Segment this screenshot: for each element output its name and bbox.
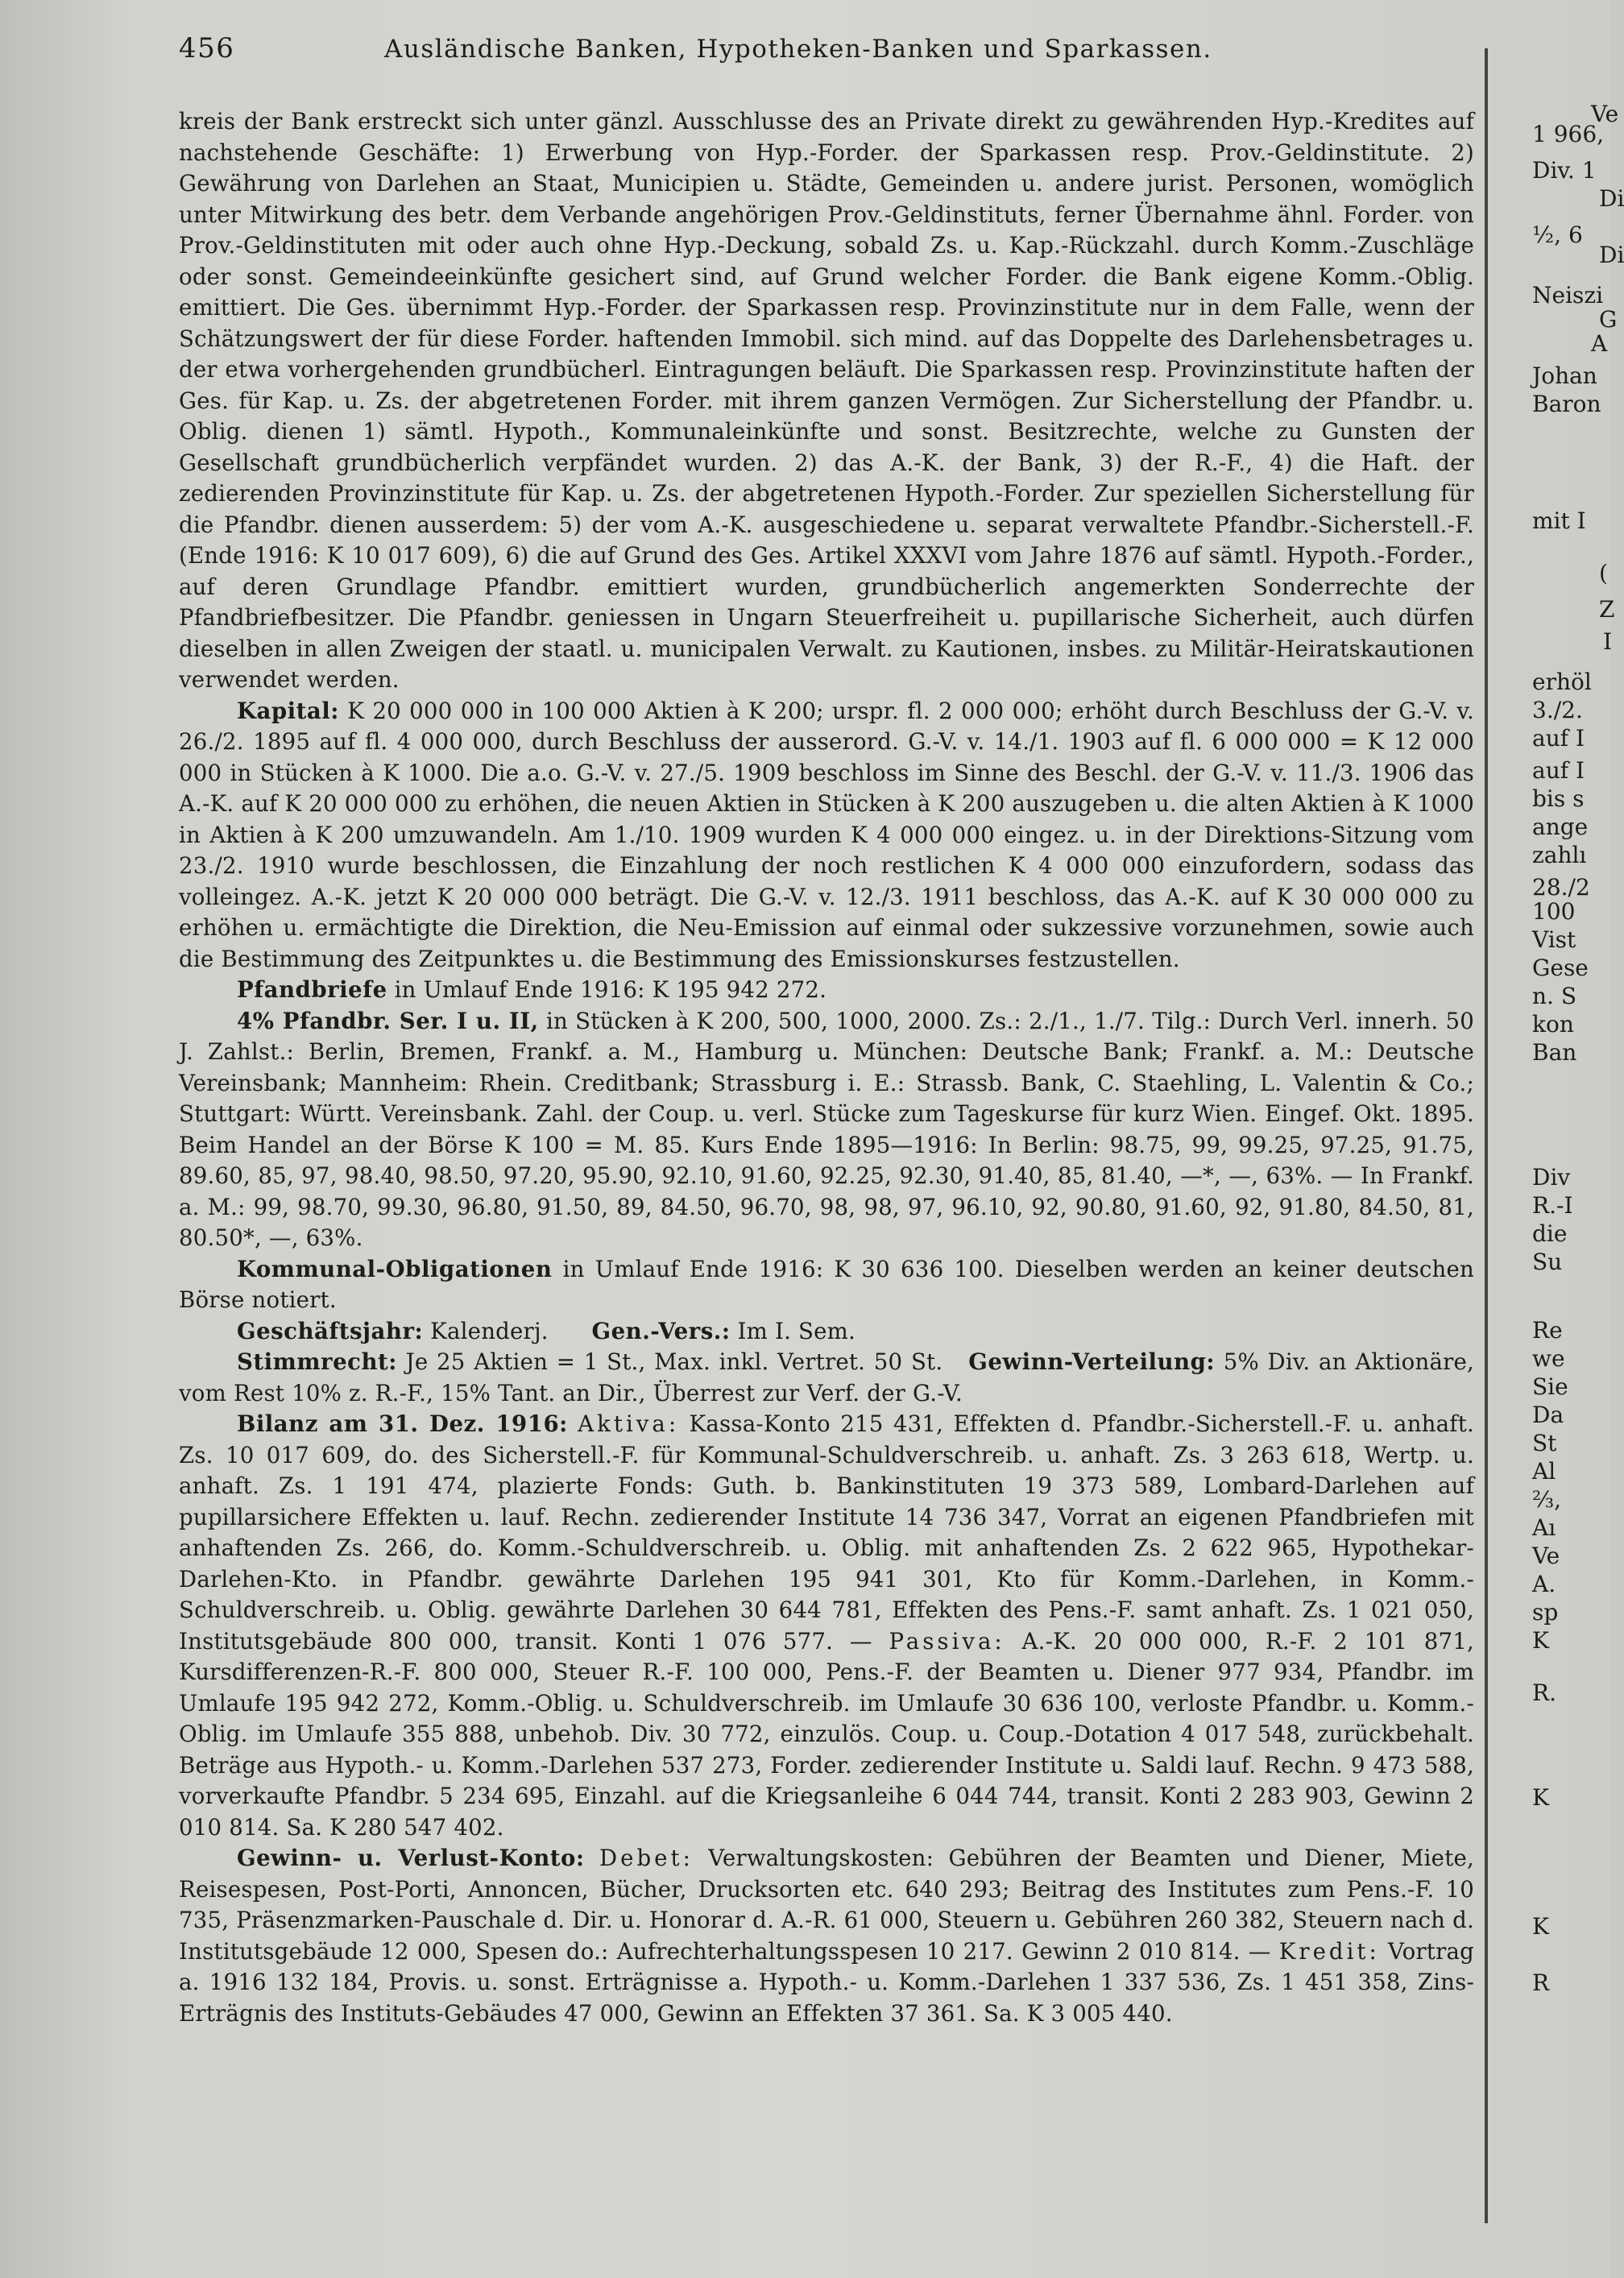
guv-label: Gewinn- u. Verlust-Konto: <box>237 1845 585 1871</box>
margin-fragment: sp <box>1532 1599 1559 1626</box>
column-divider <box>1485 48 1488 2223</box>
page-header <box>179 32 1474 77</box>
business-scope-paragraph: kreis der Bank erstreckt sich unter gänzl. Ausschlusse des an Private direkt zu gewährenden Hyp.-Kredites auf nachstehende Geschäfte: 1) Erwerbung von Hyp.-Forder. der Sparkassen resp. Prov.-Geldinstitute. 2) Gewährung von Darlehen an Staat, Municipien u. Städte, Gemeinden u. andere jurist. Personen, womöglich unter Mitwirkung des betr. dem Verbande angehörigen Prov.-Geldinstituts, ferner Übernahme ähnl. Forder. von Prov.-Geldinstituten mit oder auch ohne Hyp.-Deckung, sobald Zs. u. Kap.-Rückzahl. durch Komm.-Zuschläge oder sonst. Gemeindeeinkünfte gesichert sind, auf Grund welcher Forder. die Bank eigene Komm.-Oblig. emittiert. Die Ges. übernimmt Hyp.-Forder. der Sparkassen resp. Provinzinstitute nur in dem Falle, wenn der Schätzungswert der für diese Forder. haftenden Immobil. sich mind. auf das Doppelte des Darlehensbetrages u. der etwa vorhergehenden grundbücherl. Eintragungen beläuft. Die Sparkassen resp. Provinzinstitute haften der Ges. für Kap. u. Zs. der abgetretenen Forder. mit ihrem ganzen Vermögen. Zur Sicherstellung der Pfandbr. u. Oblig. dienen 1) sämtl. Hypoth., Kommunaleinkünfte und sonst. Besitzrechte, welche zu Gunsten der Gesellschaft grundbücherlich verpfändet wurden. 2) das A.-K. der Bank, 3) der R.-F., 4) die Haft. der zedierenden Provinzinstitute für Kap. u. Zs. der abgetretenen Hypoth.-Forder. Zur speziellen Sicherstellung für die Pfandbr. dienen ausserdem: 5) der vom A.-K. ausgeschiedene u. separat verwaltete Pfandbr.-Sicherstell.-F. (Ende 1916: K 10 017 609), 6) die auf Grund des Ges. Artikel XXXVI vom Jahre 1876 auf sämtl. Hypoth.-Forder., auf deren Grundlage Pfandbr. emittiert wurden, grundbücherlich angemerkten Sonderrechte der Pfandbriefbesitzer. Die Pfandbr. geniessen in Ungarn Steuerfreiheit u. pupillarische Sicherheit, auch dürfen dieselben in allen Zweigen der staatl. u. municipalen Verwalt. zu Kautionen, insbes. zu Militär-Heiratskautionen verwendet werden. <box>179 108 1474 693</box>
article-body <box>179 106 1474 2029</box>
gewinn-verteilung-text: 5% Div. an Aktionäre, vom Rest 10% z. R.-F., 15% Tant. an Dir., Überrest zur Verf. der G.-V. <box>179 1348 1474 1406</box>
stimmrecht-text: Je 25 Aktien = 1 St., Max. inkl. Vertret. 50 St. <box>396 1348 943 1375</box>
margin-fragment: K <box>1532 1913 1549 1940</box>
kommunal-text: in Umlauf Ende 1916: K 30 636 100. Dieselben werden an keiner deutschen Börse notiert. <box>179 1255 1474 1313</box>
aktiva-label: Aktiva: <box>578 1410 680 1437</box>
kapital-paragraph <box>179 696 1474 975</box>
margin-fragment: ( <box>1599 560 1608 586</box>
margin-fragment: R. <box>1532 1680 1556 1706</box>
margin-fragment: ange <box>1532 814 1589 840</box>
margin-fragment: 28./2 <box>1532 874 1590 901</box>
margin-fragment: die <box>1532 1220 1568 1247</box>
pfandbriefe-label: Pfandbriefe <box>237 976 387 1003</box>
running-title: Ausländische Banken, Hypotheken-Banken und Sparkassen. <box>384 35 1212 64</box>
margin-fragment: Div <box>1532 1164 1571 1191</box>
margin-fragment: Vist <box>1532 926 1576 953</box>
kredit-label: Kredit: <box>1278 1937 1380 1965</box>
margin-fragment: I <box>1603 628 1613 655</box>
margin-fragment: Da <box>1532 1402 1564 1428</box>
margin-fragment: Re <box>1532 1317 1563 1344</box>
margin-fragment: A <box>1591 330 1608 357</box>
margin-fragment: Su <box>1532 1249 1563 1275</box>
margin-fragment: ⅔, <box>1532 1486 1562 1513</box>
margin-fragment: R <box>1532 1969 1550 1996</box>
kapital-text: K 20 000 000 in 100 000 Aktien à K 200; urspr. fl. 2 000 000; erhöht durch Beschluss der G.-V. v. 26./2. 1895 auf fl. 4 000 000, durch Beschluss der ausserord. G.-V. v. 14./1. 1903 auf fl. 6 000 000 = K 12 000 000 in Stücken à K 1000. Die a.o. G.-V. v. 27./5. 1909 beschloss im Sinne des Beschl. der G.-V. v. 11./3. 1906 das A.-K. auf K 20 000 000 zu erhöhen, die neuen Aktien in Stücken à K 200 auszugeben u. die alten Aktien à K 1000 in Aktien à K 200 umzuwandeln. Am 1./10. 1909 wurden K 4 000 000 eingez. u. in der Direktions-Sitzung vom 23./2. 1910 wurde beschlossen, die Einzahlung der noch restlichen K 4 000 000 einzufordern, sodass das volleingez. A.-K. jetzt K 20 000 000 beträgt. Die G.-V. v. 12./3. 1911 beschloss, das A.-K. auf K 30 000 000 zu erhöhen u. ermächtigte die Direktion, die Neu-Emission auf einmal oder sukzessive vorzunehmen, sowie auch die Bestimmung des Zeitpunktes u. die Bestimmung des Emissionskurses festzustellen. <box>179 697 1474 972</box>
margin-fragment: Z <box>1599 596 1615 623</box>
gewinn-verteilung-label: Gewinn-Verteilung: <box>968 1348 1216 1375</box>
margin-fragment: K <box>1532 1784 1549 1811</box>
margin-fragment: A. <box>1532 1571 1556 1597</box>
margin-fragment: kon <box>1532 1011 1574 1038</box>
margin-fragment: Al <box>1532 1458 1556 1485</box>
margin-fragment: mit I <box>1532 507 1586 534</box>
margin-fragment: Di <box>1599 242 1624 268</box>
margin-fragment: bis s <box>1532 785 1585 812</box>
series-label: 4% Pfandbr. Ser. I u. II, <box>237 1007 539 1034</box>
kapital-label: Kapital: <box>237 697 339 724</box>
margin-fragment: K <box>1532 1627 1549 1654</box>
margin-fragment: n. S <box>1532 983 1577 1009</box>
geschaeftsjahr-text: Kalenderj. <box>423 1317 549 1344</box>
bilanz-paragraph <box>179 1409 1474 1843</box>
margin-fragment: St <box>1532 1430 1557 1456</box>
margin-fragment: Baron <box>1532 391 1601 417</box>
kommunal-paragraph <box>179 1254 1474 1316</box>
margin-fragment: Di <box>1599 185 1624 212</box>
kommunal-label: Kommunal-Obligationen <box>237 1255 553 1282</box>
pfandbriefe-text: in Umlauf Ende 1916: K 195 942 272. <box>387 976 827 1003</box>
margin-fragment: R.-I <box>1532 1192 1573 1219</box>
passiva-label: Passiva: <box>889 1627 1005 1655</box>
bilanz-passiva-text: A.-K. 20 000 000, R.-F. 2 101 871, Kursdifferenzen-R.-F. 800 000, Steuer R.-F. 100 000, Pens.-F. der Beamten u. Diener 977 934, Pfandbr. im Umlaufe 195 942 272, Komm.-Oblig. u. Schuldverschreib. im Umlaufe 30 636 100, verloste Pfandbr. u. Komm.-Oblig. im Umlaufe 355 888, unbehob. Div. 30 772, einzulös. Coup. u. Coup.-Dotation 4 017 548, zurückbehalt. Beträge aus Hypoth.- u. Komm.-Darlehen 537 273, Forder. zedierender Institute u. Saldi lauf. Rechn. 9 473 588, vorverkaufte Pfandbr. 5 234 695, Einzahl. auf die Kriegsanleihe 6 044 744, transit. Konti 2 283 903, Gewinn 2 010 814. Sa. K 280 547 402. <box>179 1627 1474 1841</box>
bilanz-label: Bilanz am 31. Dez. 1916: <box>237 1410 568 1437</box>
margin-fragment: zahlı <box>1532 842 1587 868</box>
series-text: in Stücken à K 200, 500, 1000, 2000. Zs.: 2./1., 1./7. Tilg.: Durch Verl. innerh. 50 J. Zahlst.: Berlin, Bremen, Frankf. a. M., Hamburg u. München: Deutsche Bank; Frankf. a. M.: Deutsche Vereinsbank; Mannheim: Rhein. Creditbank; Strassburg i. E.: Strassb. Bank, C. Staehling, L. Valentin & Co.; Stuttgart: Württ. Vereinsbank. Zahl. der Coup. u. verl. Stücke zum Tageskurse für kurz Wien. Eingef. Okt. 1895. Beim Handel an der Börse K 100 = M. 85. Kurs Ende 1895—1916: In Berlin: 98.75, 99, 99.25, 97.25, 91.75, 89.60, 85, 97, 98.40, 98.50, 97.20, 95.90, 92.10, 91.60, 92.25, 92.30, 91.40, 85, 81.40, —*, —, 63%. — In Frankf. a. M.: 99, 98.70, 99.30, 96.80, 91.50, 89, 84.50, 96.70, 98, 98, 97, 96.10, 92, 90.80, 91.60, 92, 91.80, 84.50, 81, 80.50*, —, 63%. <box>179 1007 1475 1251</box>
series-paragraph <box>179 1006 1474 1254</box>
adjacent-page-fragment <box>1531 0 1624 2278</box>
gen-vers-label: Gen.-Vers.: <box>591 1317 731 1344</box>
guv-kredit-text: Vortrag a. 1916 132 184, Provis. u. sonst. Erträgnisse a. Hypoth.- u. Komm.-Darlehen 1 337 536, Zs. 1 451 358, Zins-Erträgnis des Instituts-Gebäudes 47 000, Gewinn an Effekten 37 361. Sa. K 3 005 440. <box>179 1937 1474 2027</box>
guv-paragraph <box>179 1843 1474 2029</box>
page-number: 456 <box>179 32 235 64</box>
margin-fragment: Div. 1 <box>1532 157 1597 184</box>
margin-fragment: auf I <box>1532 757 1585 784</box>
margin-fragment: Ban <box>1532 1039 1577 1066</box>
guv-debet-text: Verwaltungskosten: Gebühren der Beamten und Diener, Miete, Reisespesen, Post-Porti, Annoncen, Bücher, Drucksorten etc. 640 293; Beitrag des Institutes zum Pens.-F. 10 735, Präsenzmarken-Pauschale d. Dir. u. Honorar d. A.-R. 61 000, Steuern u. Gebühren 260 382, Steuern nach d. Institutsgebäude 12 000, Spesen do.: Aufrechterhaltungsspesen 10 217. Gewinn 2 010 814. — <box>179 1845 1474 1965</box>
bilanz-aktiva-text: Kassa-Konto 215 431, Effekten d. Pfandbr.-Sicherstell.-F. u. anhaft. Zs. 10 017 609, do. des Sicherstell.-F. für Kommunal-Schuldverschreib. u. anhaft. Zs. 3 263 618, Wertp. u. anhaft. Zs. 1 191 474, plazierte Fonds: Guth. b. Bankinstituten 19 373 589, Lombard-Darlehen auf pupillarsichere Effekten u. lauf. Rechn. zedierender Institute 14 736 347, Vorrat an eigenen Pfandbriefen mit anhaftenden Zs. 266, do. Komm.-Schuldverschreib. u. Oblig. mit anhaftenden Zs. 2 622 965, Hypothekar-Darlehen-Kto. in Pfandbr. gewährte Darlehen 195 941 301, Kto für Komm.-Darlehen, in Komm.-Schuldverschreib. u. Oblig. gewährte Darlehen 30 644 781, Effekten des Pens.-F. samt anhaft. Zs. 1 021 050, Institutsgebäude 800 000, transit. Konti 1 076 577. — <box>179 1410 1474 1655</box>
margin-fragment: Aı <box>1532 1514 1556 1541</box>
margin-fragment: 3./2. <box>1532 697 1583 723</box>
margin-fragment: Ve <box>1532 1543 1560 1569</box>
margin-fragment: erhöl <box>1532 669 1592 695</box>
stimmrecht-label: Stimmrecht: <box>237 1348 397 1375</box>
main-column <box>179 32 1474 2264</box>
geschaeftsjahr-paragraph <box>179 1316 1474 1348</box>
margin-fragment: Sie <box>1532 1373 1568 1400</box>
margin-fragment: 1 966, <box>1532 121 1605 147</box>
margin-fragment: we <box>1532 1345 1565 1372</box>
stimmrecht-paragraph <box>179 1347 1474 1409</box>
pfandbriefe-paragraph <box>179 975 1474 1006</box>
margin-fragment: ½, 6 <box>1532 222 1583 248</box>
geschaeftsjahr-label: Geschäftsjahr: <box>237 1317 424 1344</box>
gen-vers-text: Im I. Sem. <box>730 1317 856 1344</box>
margin-fragment: Gese <box>1532 955 1589 981</box>
margin-fragment: Neiszi <box>1532 282 1604 309</box>
margin-fragment: Johan <box>1532 362 1597 389</box>
margin-fragment: Ve <box>1591 101 1619 127</box>
margin-fragment: auf I <box>1532 725 1585 752</box>
margin-fragment: 100 <box>1532 898 1576 925</box>
debet-label: Debet: <box>599 1845 694 1871</box>
margin-fragment: G <box>1599 306 1618 333</box>
